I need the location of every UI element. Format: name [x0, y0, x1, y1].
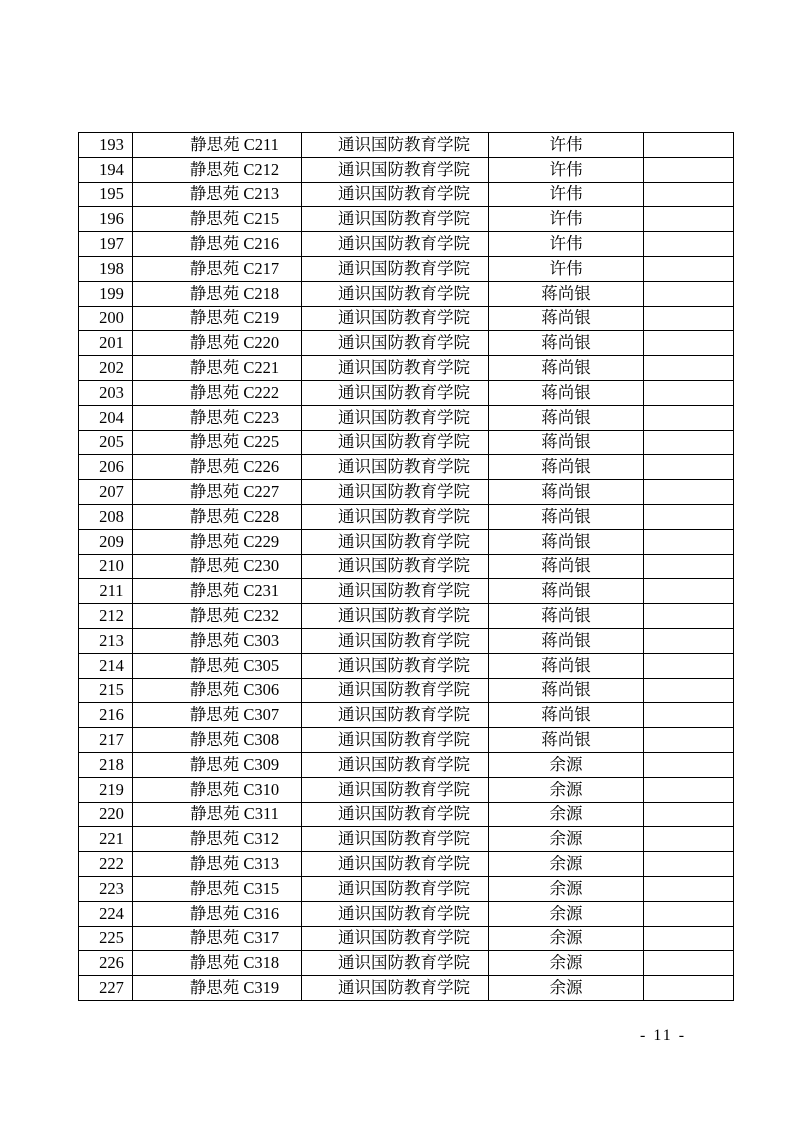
room-cell: 静思苑 C308 [133, 728, 302, 753]
table-row [79, 306, 734, 331]
row-number-cell: 222 [79, 852, 133, 877]
remark-cell [644, 529, 734, 554]
college-cell: 通识国防教育学院 [302, 777, 489, 802]
remark-cell [644, 430, 734, 455]
row-number-cell: 218 [79, 752, 133, 777]
remark-cell [644, 976, 734, 1001]
remark-cell [644, 504, 734, 529]
row-number-cell: 207 [79, 480, 133, 505]
row-number-cell: 201 [79, 331, 133, 356]
room-cell: 静思苑 C313 [133, 852, 302, 877]
table-row [79, 405, 734, 430]
person-cell: 蒋尚银 [489, 405, 644, 430]
row-number-cell: 205 [79, 430, 133, 455]
person-cell: 蒋尚银 [489, 480, 644, 505]
room-cell: 静思苑 C227 [133, 480, 302, 505]
person-cell: 余源 [489, 976, 644, 1001]
table-row [79, 579, 734, 604]
table-row [79, 752, 734, 777]
row-number-cell: 225 [79, 926, 133, 951]
room-cell: 静思苑 C305 [133, 653, 302, 678]
room-cell: 静思苑 C310 [133, 777, 302, 802]
remark-cell [644, 133, 734, 158]
college-cell: 通识国防教育学院 [302, 752, 489, 777]
table-row [79, 802, 734, 827]
table-row [79, 256, 734, 281]
row-number-cell: 223 [79, 876, 133, 901]
row-number-cell: 216 [79, 703, 133, 728]
person-cell: 蒋尚银 [489, 703, 644, 728]
room-cell: 静思苑 C226 [133, 455, 302, 480]
college-cell: 通识国防教育学院 [302, 579, 489, 604]
college-cell: 通识国防教育学院 [302, 504, 489, 529]
row-number-cell: 226 [79, 951, 133, 976]
college-cell: 通识国防教育学院 [302, 405, 489, 430]
row-number-cell: 197 [79, 232, 133, 257]
room-cell: 静思苑 C319 [133, 976, 302, 1001]
table-row [79, 976, 734, 1001]
table-row [79, 207, 734, 232]
person-cell: 蒋尚银 [489, 504, 644, 529]
table-row [79, 951, 734, 976]
remark-cell [644, 901, 734, 926]
table-row [79, 653, 734, 678]
row-number-cell: 220 [79, 802, 133, 827]
college-cell: 通识国防教育学院 [302, 703, 489, 728]
row-number-cell: 211 [79, 579, 133, 604]
person-cell: 许伟 [489, 232, 644, 257]
person-cell: 蒋尚银 [489, 380, 644, 405]
person-cell: 蒋尚银 [489, 678, 644, 703]
table-row [79, 157, 734, 182]
college-cell: 通识国防教育学院 [302, 331, 489, 356]
person-cell: 余源 [489, 777, 644, 802]
college-cell: 通识国防教育学院 [302, 207, 489, 232]
row-number-cell: 209 [79, 529, 133, 554]
room-cell: 静思苑 C315 [133, 876, 302, 901]
table-row [79, 480, 734, 505]
room-assignment-table [78, 132, 734, 1001]
college-cell: 通识国防教育学院 [302, 728, 489, 753]
table-row [79, 133, 734, 158]
table-row [79, 504, 734, 529]
room-cell: 静思苑 C212 [133, 157, 302, 182]
row-number-cell: 221 [79, 827, 133, 852]
room-cell: 静思苑 C230 [133, 554, 302, 579]
room-cell: 静思苑 C232 [133, 604, 302, 629]
person-cell: 蒋尚银 [489, 529, 644, 554]
table-row [79, 356, 734, 381]
college-cell: 通识国防教育学院 [302, 281, 489, 306]
person-cell: 余源 [489, 852, 644, 877]
college-cell: 通识国防教育学院 [302, 852, 489, 877]
remark-cell [644, 752, 734, 777]
college-cell: 通识国防教育学院 [302, 926, 489, 951]
remark-cell [644, 876, 734, 901]
room-cell: 静思苑 C217 [133, 256, 302, 281]
college-cell: 通识国防教育学院 [302, 455, 489, 480]
row-number-cell: 195 [79, 182, 133, 207]
row-number-cell: 196 [79, 207, 133, 232]
college-cell: 通识国防教育学院 [302, 380, 489, 405]
table-row [79, 678, 734, 703]
room-cell: 静思苑 C317 [133, 926, 302, 951]
person-cell: 蒋尚银 [489, 579, 644, 604]
row-number-cell: 224 [79, 901, 133, 926]
room-cell: 静思苑 C222 [133, 380, 302, 405]
person-cell: 蒋尚银 [489, 628, 644, 653]
remark-cell [644, 157, 734, 182]
remark-cell [644, 604, 734, 629]
room-cell: 静思苑 C229 [133, 529, 302, 554]
room-cell: 静思苑 C219 [133, 306, 302, 331]
remark-cell [644, 232, 734, 257]
row-number-cell: 208 [79, 504, 133, 529]
person-cell: 蒋尚银 [489, 281, 644, 306]
college-cell: 通识国防教育学院 [302, 133, 489, 158]
remark-cell [644, 852, 734, 877]
table-row [79, 455, 734, 480]
college-cell: 通识国防教育学院 [302, 976, 489, 1001]
table-body [79, 133, 734, 1001]
row-number-cell: 202 [79, 356, 133, 381]
remark-cell [644, 306, 734, 331]
person-cell: 余源 [489, 901, 644, 926]
remark-cell [644, 827, 734, 852]
row-number-cell: 214 [79, 653, 133, 678]
row-number-cell: 215 [79, 678, 133, 703]
remark-cell [644, 728, 734, 753]
college-cell: 通识国防教育学院 [302, 827, 489, 852]
table-row [79, 232, 734, 257]
remark-cell [644, 802, 734, 827]
person-cell: 余源 [489, 951, 644, 976]
person-cell: 余源 [489, 827, 644, 852]
person-cell: 蒋尚银 [489, 604, 644, 629]
room-cell: 静思苑 C218 [133, 281, 302, 306]
college-cell: 通识国防教育学院 [302, 157, 489, 182]
room-cell: 静思苑 C309 [133, 752, 302, 777]
table-row [79, 827, 734, 852]
remark-cell [644, 256, 734, 281]
person-cell: 许伟 [489, 207, 644, 232]
person-cell: 蒋尚银 [489, 455, 644, 480]
person-cell: 蒋尚银 [489, 653, 644, 678]
remark-cell [644, 653, 734, 678]
college-cell: 通识国防教育学院 [302, 802, 489, 827]
room-cell: 静思苑 C311 [133, 802, 302, 827]
room-cell: 静思苑 C306 [133, 678, 302, 703]
row-number-cell: 194 [79, 157, 133, 182]
row-number-cell: 227 [79, 976, 133, 1001]
table-row [79, 852, 734, 877]
college-cell: 通识国防教育学院 [302, 554, 489, 579]
person-cell: 蒋尚银 [489, 306, 644, 331]
person-cell: 余源 [489, 802, 644, 827]
table-row [79, 430, 734, 455]
table-row [79, 529, 734, 554]
person-cell: 余源 [489, 926, 644, 951]
row-number-cell: 203 [79, 380, 133, 405]
room-cell: 静思苑 C220 [133, 331, 302, 356]
person-cell: 蒋尚银 [489, 430, 644, 455]
room-cell: 静思苑 C216 [133, 232, 302, 257]
table-row [79, 777, 734, 802]
row-number-cell: 212 [79, 604, 133, 629]
remark-cell [644, 405, 734, 430]
remark-cell [644, 951, 734, 976]
college-cell: 通识国防教育学院 [302, 232, 489, 257]
remark-cell [644, 703, 734, 728]
room-cell: 静思苑 C231 [133, 579, 302, 604]
row-number-cell: 199 [79, 281, 133, 306]
room-cell: 静思苑 C215 [133, 207, 302, 232]
person-cell: 蒋尚银 [489, 728, 644, 753]
remark-cell [644, 182, 734, 207]
college-cell: 通识国防教育学院 [302, 529, 489, 554]
room-cell: 静思苑 C307 [133, 703, 302, 728]
remark-cell [644, 926, 734, 951]
person-cell: 许伟 [489, 256, 644, 281]
room-cell: 静思苑 C221 [133, 356, 302, 381]
table-row [79, 281, 734, 306]
table-row [79, 380, 734, 405]
college-cell: 通识国防教育学院 [302, 951, 489, 976]
remark-cell [644, 554, 734, 579]
person-cell: 余源 [489, 876, 644, 901]
college-cell: 通识国防教育学院 [302, 356, 489, 381]
room-cell: 静思苑 C318 [133, 951, 302, 976]
remark-cell [644, 777, 734, 802]
table-row [79, 901, 734, 926]
table-row [79, 182, 734, 207]
table-row [79, 554, 734, 579]
remark-cell [644, 455, 734, 480]
person-cell: 许伟 [489, 133, 644, 158]
person-cell: 许伟 [489, 182, 644, 207]
college-cell: 通识国防教育学院 [302, 480, 489, 505]
college-cell: 通识国防教育学院 [302, 628, 489, 653]
row-number-cell: 219 [79, 777, 133, 802]
person-cell: 蒋尚银 [489, 331, 644, 356]
person-cell: 许伟 [489, 157, 644, 182]
person-cell: 蒋尚银 [489, 554, 644, 579]
row-number-cell: 217 [79, 728, 133, 753]
row-number-cell: 198 [79, 256, 133, 281]
table-row [79, 604, 734, 629]
room-cell: 静思苑 C211 [133, 133, 302, 158]
table-row [79, 876, 734, 901]
table-row [79, 331, 734, 356]
table-row [79, 628, 734, 653]
remark-cell [644, 380, 734, 405]
page-number: - 11 - [640, 1027, 687, 1044]
college-cell: 通识国防教育学院 [302, 901, 489, 926]
remark-cell [644, 331, 734, 356]
college-cell: 通识国防教育学院 [302, 430, 489, 455]
remark-cell [644, 207, 734, 232]
table-row [79, 703, 734, 728]
room-cell: 静思苑 C228 [133, 504, 302, 529]
row-number-cell: 213 [79, 628, 133, 653]
room-cell: 静思苑 C316 [133, 901, 302, 926]
room-cell: 静思苑 C223 [133, 405, 302, 430]
college-cell: 通识国防教育学院 [302, 678, 489, 703]
college-cell: 通识国防教育学院 [302, 653, 489, 678]
remark-cell [644, 678, 734, 703]
room-cell: 静思苑 C312 [133, 827, 302, 852]
remark-cell [644, 281, 734, 306]
remark-cell [644, 356, 734, 381]
college-cell: 通识国防教育学院 [302, 182, 489, 207]
remark-cell [644, 579, 734, 604]
remark-cell [644, 628, 734, 653]
person-cell: 蒋尚银 [489, 356, 644, 381]
table-row [79, 926, 734, 951]
college-cell: 通识国防教育学院 [302, 306, 489, 331]
college-cell: 通识国防教育学院 [302, 876, 489, 901]
person-cell: 余源 [489, 752, 644, 777]
room-cell: 静思苑 C303 [133, 628, 302, 653]
row-number-cell: 206 [79, 455, 133, 480]
row-number-cell: 193 [79, 133, 133, 158]
table-row [79, 728, 734, 753]
row-number-cell: 200 [79, 306, 133, 331]
room-cell: 静思苑 C213 [133, 182, 302, 207]
row-number-cell: 204 [79, 405, 133, 430]
row-number-cell: 210 [79, 554, 133, 579]
room-cell: 静思苑 C225 [133, 430, 302, 455]
college-cell: 通识国防教育学院 [302, 256, 489, 281]
college-cell: 通识国防教育学院 [302, 604, 489, 629]
remark-cell [644, 480, 734, 505]
